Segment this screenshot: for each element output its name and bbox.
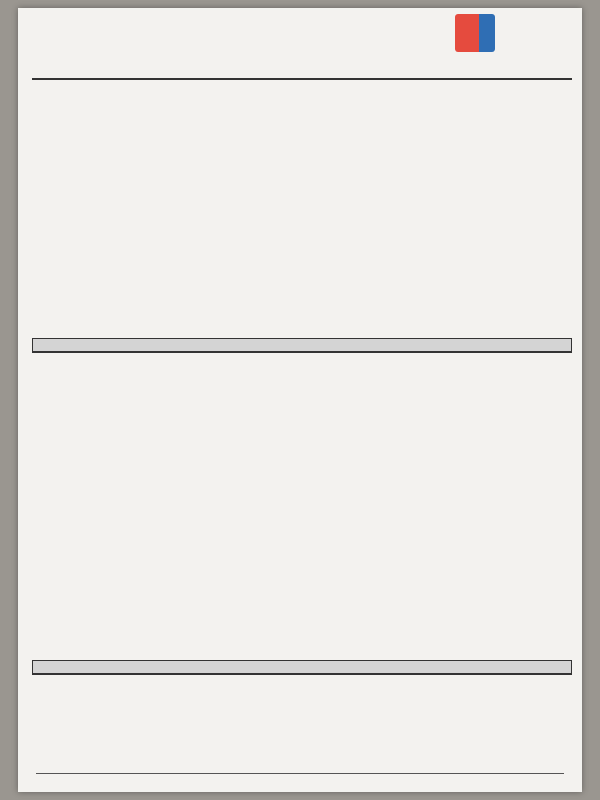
inspection-table-front (32, 660, 572, 675)
section-title (33, 339, 399, 351)
inspection-table-underbody (32, 78, 572, 80)
site-logo[interactable] (455, 14, 495, 52)
column-header-fixed (523, 661, 571, 673)
column-header-nok (475, 661, 523, 673)
column-header-nok (475, 339, 523, 351)
column-header-ok (399, 661, 475, 673)
inspection-table-tires (32, 338, 572, 353)
section-title (33, 661, 399, 673)
column-header-fixed (523, 339, 571, 351)
section-header (33, 661, 571, 674)
footer-line (36, 773, 564, 774)
column-header-ok (399, 339, 475, 351)
section-header (33, 339, 571, 352)
